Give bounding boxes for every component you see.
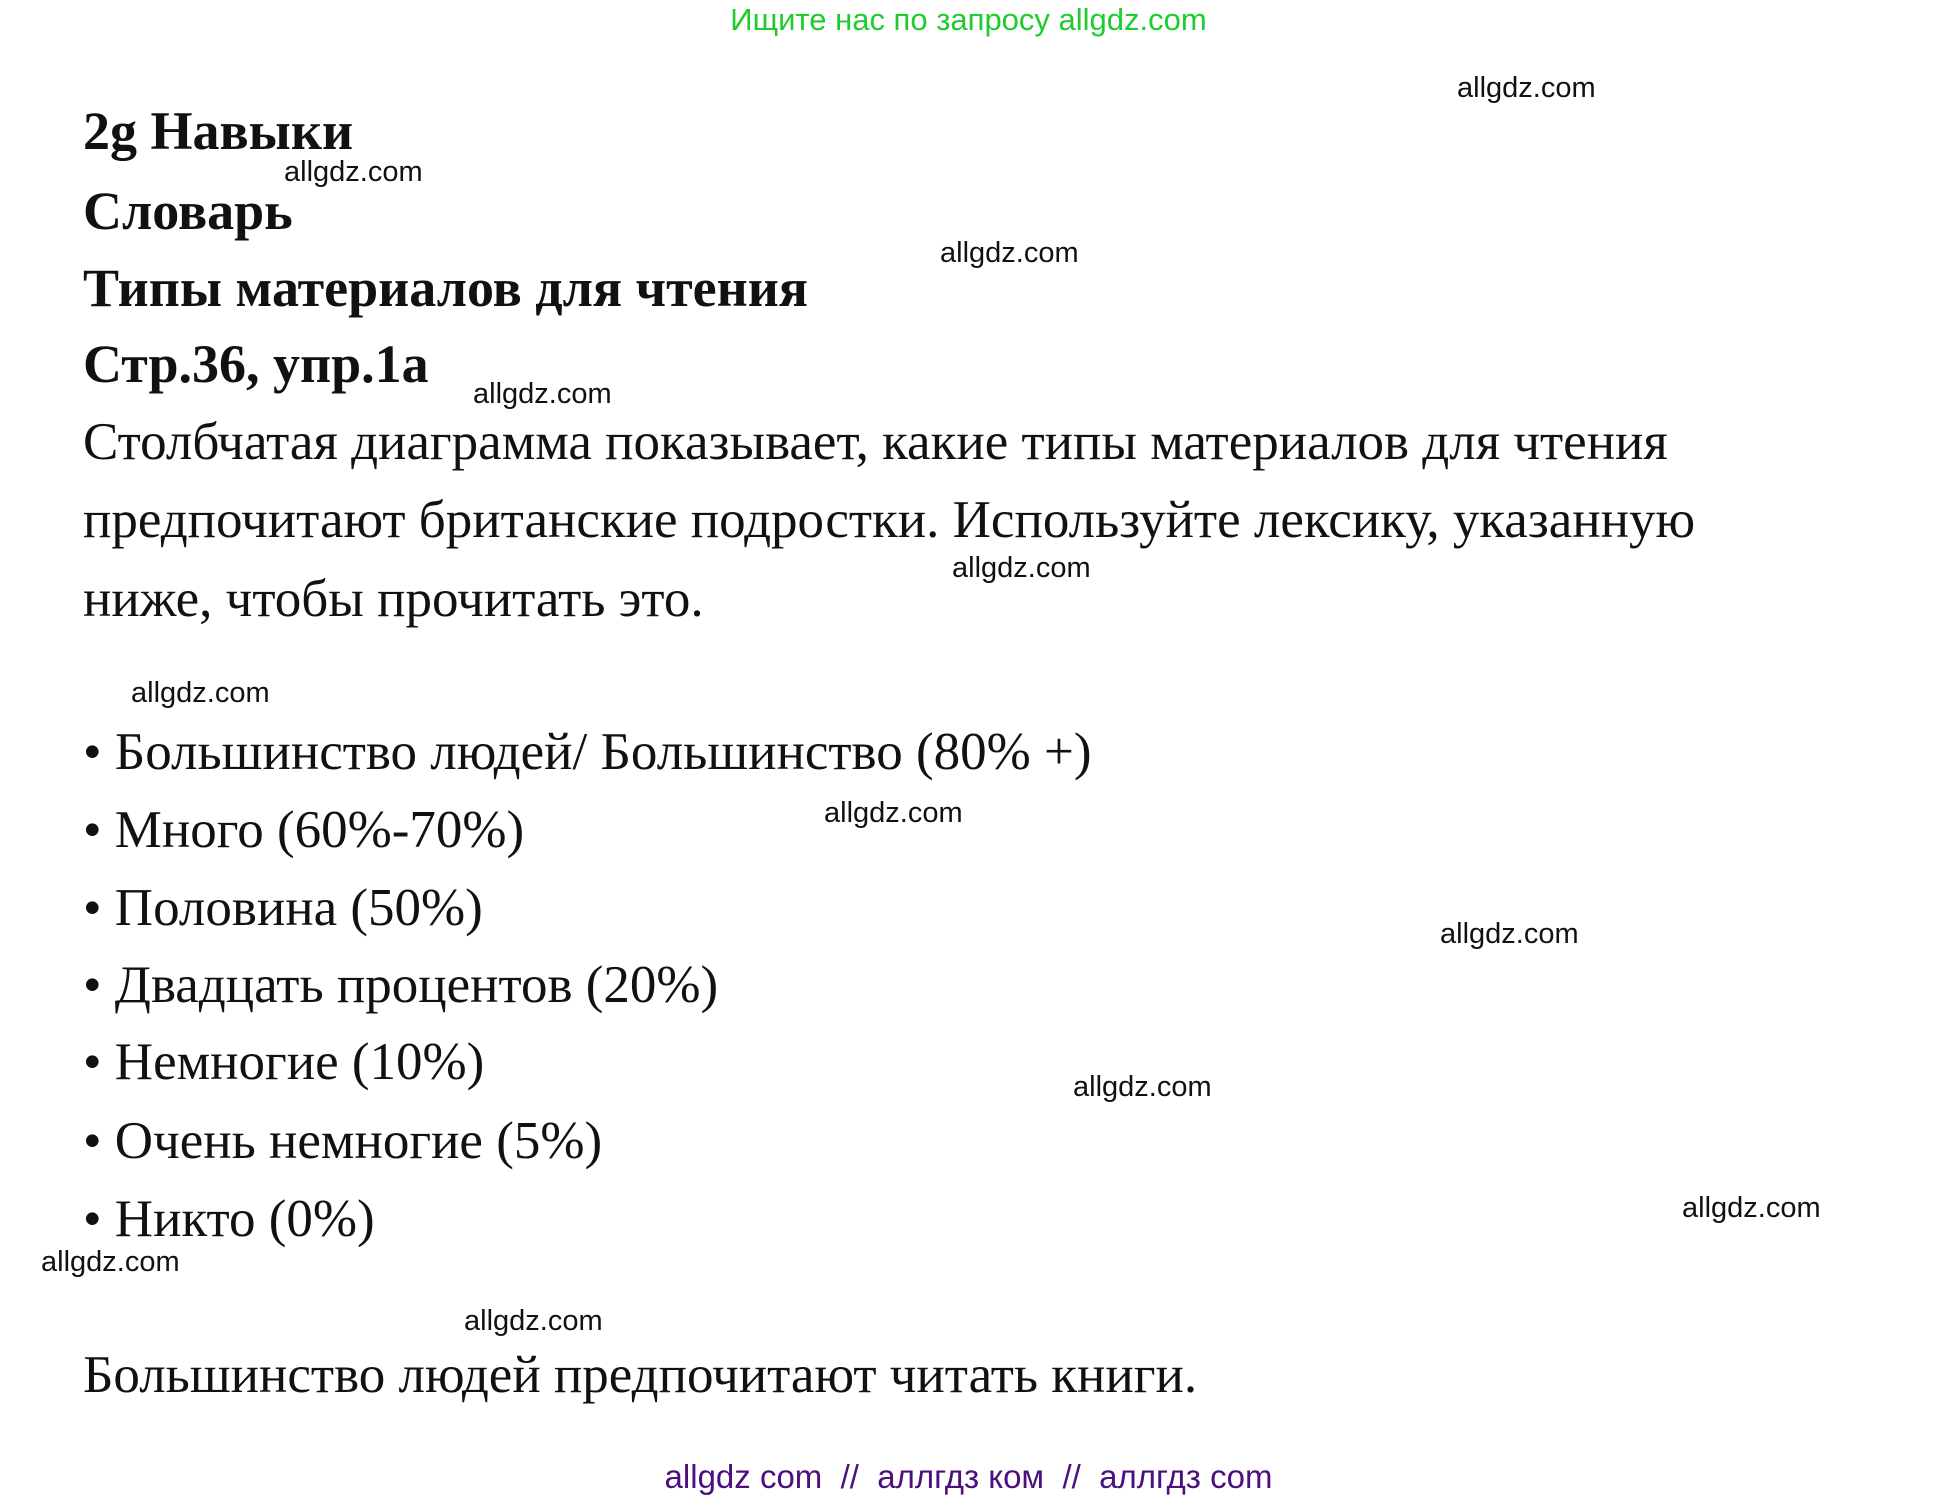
promo-banner: Ищите нас по запросу allgdz.com: [730, 2, 1207, 37]
watermark: allgdz.com: [131, 677, 270, 709]
watermark: allgdz.com: [284, 156, 423, 188]
watermark: allgdz.com: [1440, 918, 1579, 950]
watermark: allgdz.com: [952, 552, 1091, 584]
footer-watermark: allgdz com // аллгдз ком // аллгдз com: [664, 1458, 1273, 1495]
watermark: allgdz.com: [1073, 1071, 1212, 1103]
section-heading: 2g Навыки: [83, 101, 354, 161]
watermark: allgdz.com: [824, 797, 963, 829]
topic-heading: Типы материалов для чтения: [83, 258, 809, 318]
bullet-item: • Половина (50%): [83, 879, 483, 937]
bullet-item: • Очень немногие (5%): [83, 1112, 603, 1170]
paragraph-line: Столбчатая диаграмма показывает, какие типы материалов для чтения: [83, 413, 1668, 471]
exercise-heading: Стр.36, упр.1а: [83, 334, 429, 394]
answer-sentence: Большинство людей предпочитают читать книги.: [83, 1346, 1198, 1404]
bullet-item: • Большинство людей/ Большинство (80% +): [83, 723, 1092, 781]
watermark: allgdz.com: [1682, 1192, 1821, 1224]
watermark: allgdz.com: [473, 378, 612, 410]
watermark: allgdz.com: [41, 1246, 180, 1278]
bullet-item: • Двадцать процентов (20%): [83, 956, 719, 1014]
bullet-item: • Немногие (10%): [83, 1033, 485, 1091]
watermark: allgdz.com: [940, 237, 1079, 269]
paragraph-line: предпочитают британские подростки. Используйте лексику, указанную: [83, 491, 1696, 549]
bullet-item: • Никто (0%): [83, 1190, 375, 1248]
paragraph-line: ниже, чтобы прочитать это.: [83, 570, 704, 628]
watermark: allgdz.com: [1457, 72, 1596, 104]
watermark: allgdz.com: [464, 1305, 603, 1337]
vocab-heading: Словарь: [83, 181, 293, 241]
bullet-item: • Много (60%-70%): [83, 801, 525, 859]
